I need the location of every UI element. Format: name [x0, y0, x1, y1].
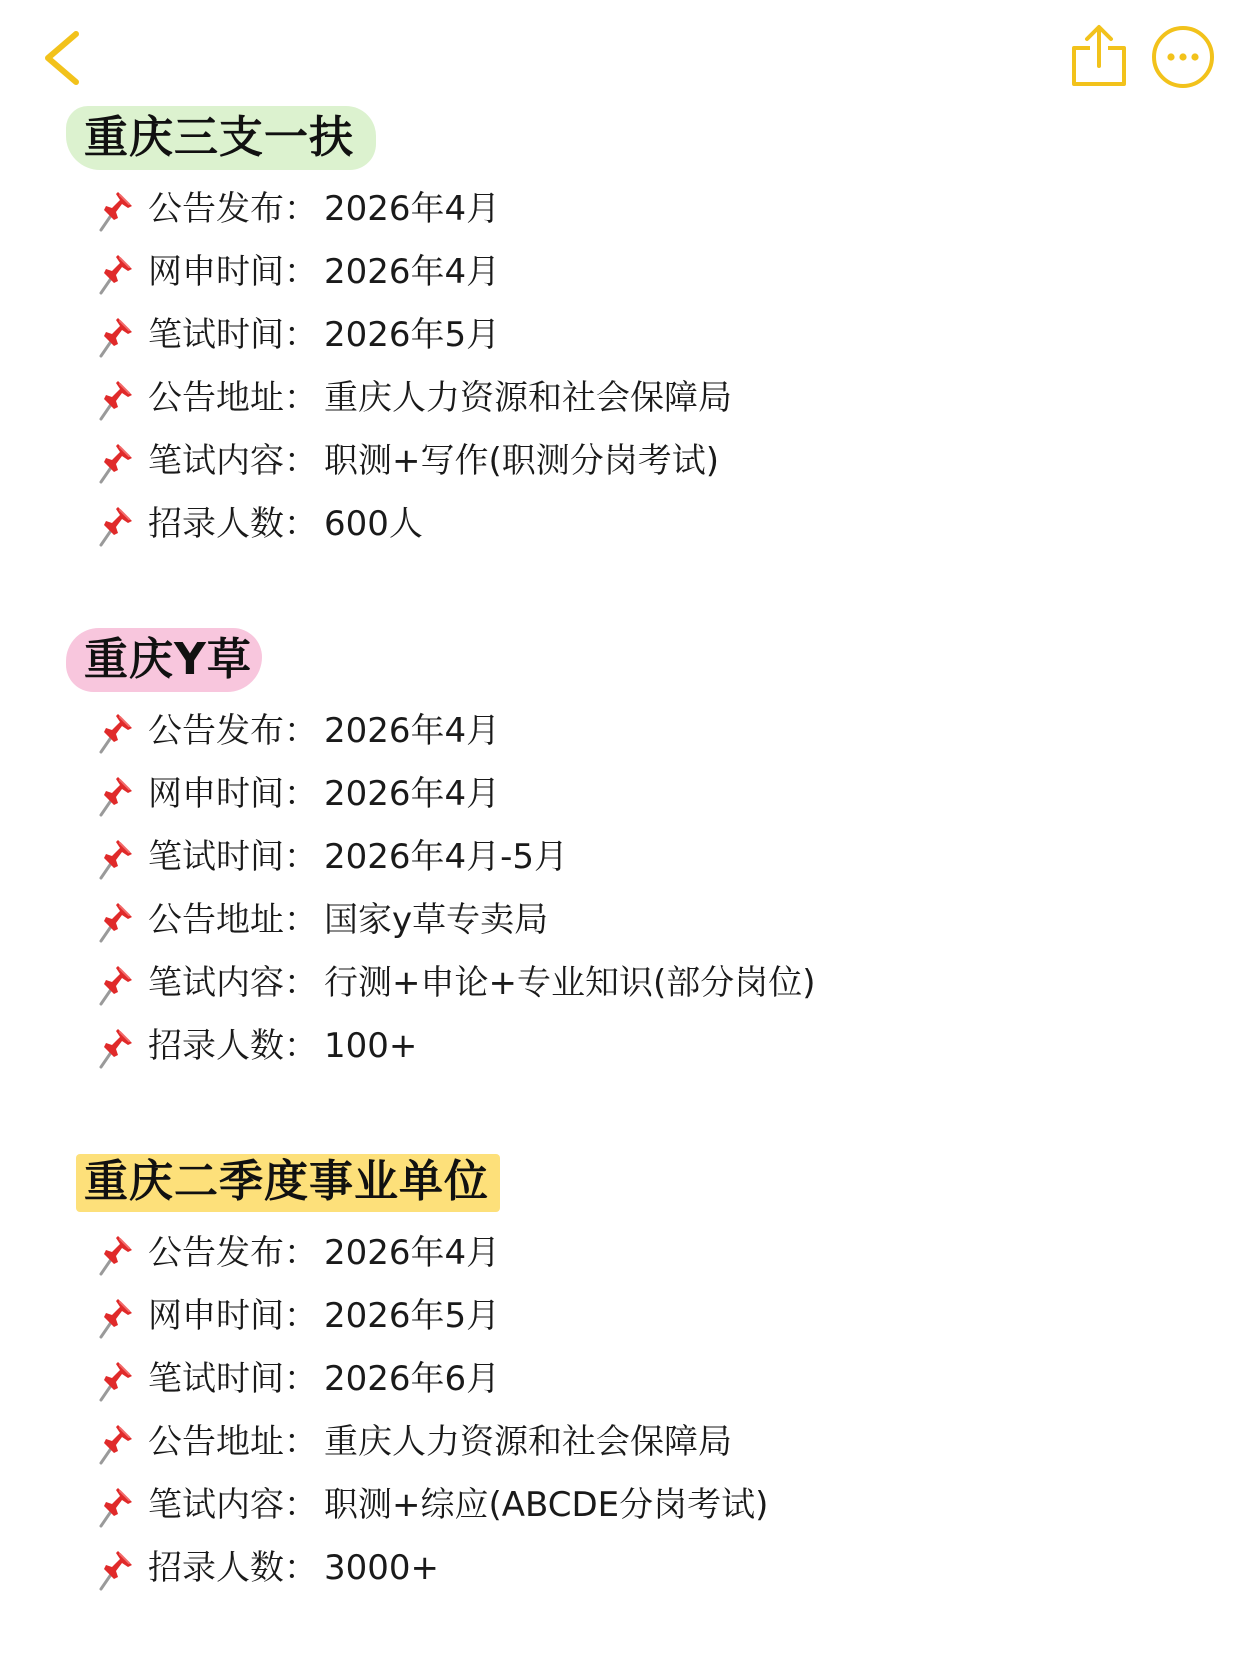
list-item — [0, 1015, 1242, 1078]
item-label: 笔试时间： — [148, 1359, 318, 1399]
pushpin-icon — [96, 188, 136, 232]
pushpin-icon — [96, 1025, 136, 1069]
info-list — [0, 700, 1242, 1078]
item-label: 公告发布： — [148, 189, 318, 229]
pushpin-icon — [96, 1295, 136, 1339]
list-item — [0, 826, 1242, 889]
list-item — [0, 1411, 1242, 1474]
list-item — [0, 178, 1242, 241]
list-item — [0, 763, 1242, 826]
pushpin-icon — [96, 503, 136, 547]
item-label: 笔试时间： — [148, 315, 318, 355]
item-label: 笔试时间： — [148, 837, 318, 877]
item-label: 公告发布： — [148, 1233, 318, 1273]
pushpin-icon — [96, 836, 136, 880]
item-value: 2026年5月 — [324, 315, 501, 355]
section-title: 重庆二季度事业单位 — [84, 1156, 489, 1207]
section-title: 重庆三支一扶 — [84, 112, 354, 163]
list-item — [0, 430, 1242, 493]
item-value: 2026年5月 — [324, 1296, 501, 1336]
section-title-wrap — [0, 626, 1242, 694]
item-value: 行测+申论+专业知识(部分岗位) — [324, 963, 816, 1003]
list-item — [0, 1537, 1242, 1600]
item-value: 2026年4月 — [324, 711, 501, 751]
item-value: 职测+综应(ABCDE分岗考试) — [324, 1485, 769, 1525]
item-value: 2026年4月-5月 — [324, 837, 569, 877]
list-item — [0, 700, 1242, 763]
pushpin-icon — [96, 710, 136, 754]
item-value: 2026年4月 — [324, 252, 501, 292]
list-item — [0, 1348, 1242, 1411]
list-item — [0, 367, 1242, 430]
item-label: 笔试内容： — [148, 963, 318, 1003]
section-title-wrap — [0, 104, 1242, 172]
pushpin-icon — [96, 1421, 136, 1465]
list-item — [0, 241, 1242, 304]
more-icon[interactable] — [1150, 24, 1216, 90]
item-label: 网申时间： — [148, 1296, 318, 1336]
pushpin-icon — [96, 314, 136, 358]
list-item — [0, 889, 1242, 952]
item-value: 600人 — [324, 504, 423, 544]
pushpin-icon — [96, 440, 136, 484]
item-value: 重庆人力资源和社会保障局 — [324, 1422, 732, 1462]
item-value: 2026年4月 — [324, 774, 501, 814]
pushpin-icon — [96, 773, 136, 817]
item-value: 国家y草专卖局 — [324, 900, 549, 940]
top-bar — [0, 0, 1242, 110]
item-value: 2026年4月 — [324, 189, 501, 229]
item-label: 笔试内容： — [148, 1485, 318, 1525]
pushpin-icon — [96, 1232, 136, 1276]
pushpin-icon — [96, 377, 136, 421]
item-label: 招录人数： — [148, 1026, 318, 1066]
item-value: 重庆人力资源和社会保障局 — [324, 378, 732, 418]
item-value: 100+ — [324, 1026, 418, 1066]
list-item — [0, 493, 1242, 556]
item-label: 公告发布： — [148, 711, 318, 751]
list-item — [0, 304, 1242, 367]
item-label: 公告地址： — [148, 900, 318, 940]
item-value: 2026年4月 — [324, 1233, 501, 1273]
pushpin-icon — [96, 899, 136, 943]
pushpin-icon — [96, 251, 136, 295]
pushpin-icon — [96, 1547, 136, 1591]
item-value: 3000+ — [324, 1548, 440, 1588]
pushpin-icon — [96, 962, 136, 1006]
section-shiye-danwei — [0, 1148, 1242, 1600]
pushpin-icon — [96, 1358, 136, 1402]
section-title-wrap — [0, 1148, 1242, 1216]
list-item — [0, 1474, 1242, 1537]
item-label: 笔试内容： — [148, 441, 318, 481]
section-title: 重庆Y草 — [84, 634, 252, 685]
info-list — [0, 178, 1242, 556]
share-icon[interactable] — [1068, 22, 1130, 90]
info-list — [0, 1222, 1242, 1600]
item-label: 招录人数： — [148, 504, 318, 544]
item-label: 公告地址： — [148, 1422, 318, 1462]
list-item — [0, 1222, 1242, 1285]
item-label: 公告地址： — [148, 378, 318, 418]
item-label: 网申时间： — [148, 252, 318, 292]
list-item — [0, 1285, 1242, 1348]
item-label: 招录人数： — [148, 1548, 318, 1588]
pushpin-icon — [96, 1484, 136, 1528]
list-item — [0, 952, 1242, 1015]
chevron-left-icon[interactable] — [38, 28, 98, 88]
item-label: 网申时间： — [148, 774, 318, 814]
section-ycao — [0, 626, 1242, 1078]
item-value: 职测+写作(职测分岗考试) — [324, 441, 720, 481]
item-value: 2026年6月 — [324, 1359, 501, 1399]
section-sanzhiyifu — [0, 104, 1242, 556]
